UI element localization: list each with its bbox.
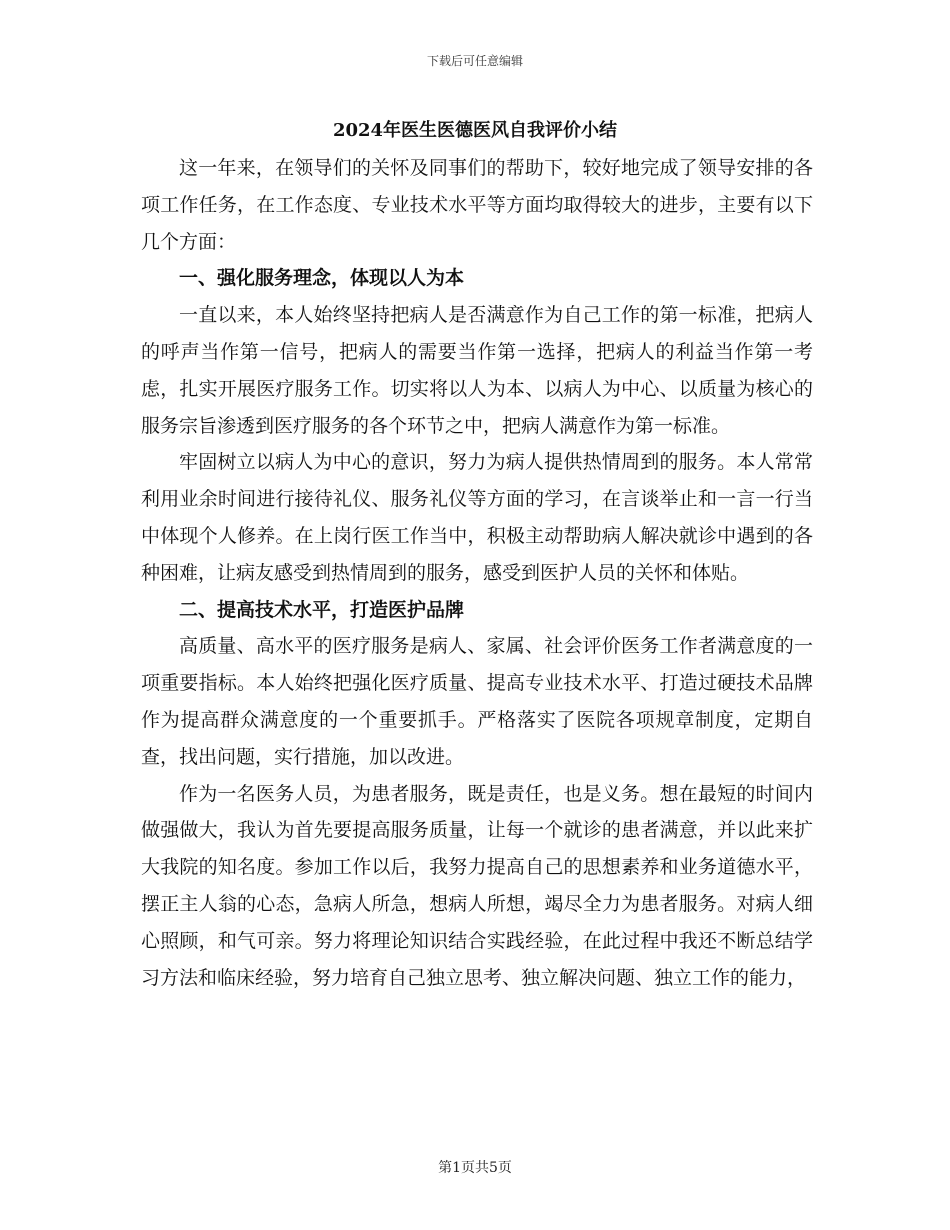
body-paragraph: 一直以来，本人始终坚持把病人是否满意作为自己工作的第一标准，把病人的呼声当作第一信号，把病人的需要当作第一选择，把病人的利益当作第一考虑，扎实开展医疗服务工作。切实将以人为本、以病人为中心、以质量为核心的服务宗旨渗透到医疗服务的各个环节之中，把病人满意作为第一标准。 [141,304,813,437]
section-heading-2: 二、提高技术水平，打造医护品牌 [179,598,465,621]
page-footer-number: 第1页共5页 [438,1160,512,1176]
section-heading-1: 一、强化服务理念，体现以人为本 [179,267,465,290]
intro-paragraph: 这一年来，在领导们的关怀及同事们的帮助下，较好地完成了领导安排的各项工作任务，在工作态度、专业技术水平等方面均取得较大的进步，主要有以下几个方面： [141,157,813,253]
document-body [141,150,813,996]
page-header-note: 下载后可任意编辑 [426,54,523,68]
body-paragraph: 高质量、高水平的医疗服务是病人、家属、社会评价医务工作者满意度的一项重要指标。本人始终把强化医疗质量、提高专业技术水平、打造过硬技术品牌作为提高群众满意度的一个重要抓手。严格落实了医院各项规章制度，定期自查，找出问题，实行措施，加以改进。 [141,635,813,768]
body-paragraph: 作为一名医务人员，为患者服务，既是责任，也是义务。想在最短的时间内做强做大，我认为首先要提高服务质量，让每一个就诊的患者满意，并以此来扩大我院的知名度。参加工作以后，我努力提高自己的思想素养和业务道德水平，摆正主人翁的心态，急病人所急，想病人所想，竭尽全力为患者服务。对病人细心照顾，和气可亲。努力将理论知识结合实践经验，在此过程中我还不断总结学习方法和临床经验，努力培育自己独立思考、独立解决问题、独立工作的能力， [141,782,813,989]
document-title: 2024年医生医德医风自我评价小结 [332,120,618,141]
body-paragraph: 牢固树立以病人为中心的意识，努力为病人提供热情周到的服务。本人常常利用业余时间进行接待礼仪、服务礼仪等方面的学习，在言谈举止和一言一行当中体现个人修养。在上岗行医工作当中，积极主动帮助病人解决就诊中遇到的各种困难，让病友感受到热情周到的服务，感受到医护人员的关怀和体贴。 [141,451,813,584]
